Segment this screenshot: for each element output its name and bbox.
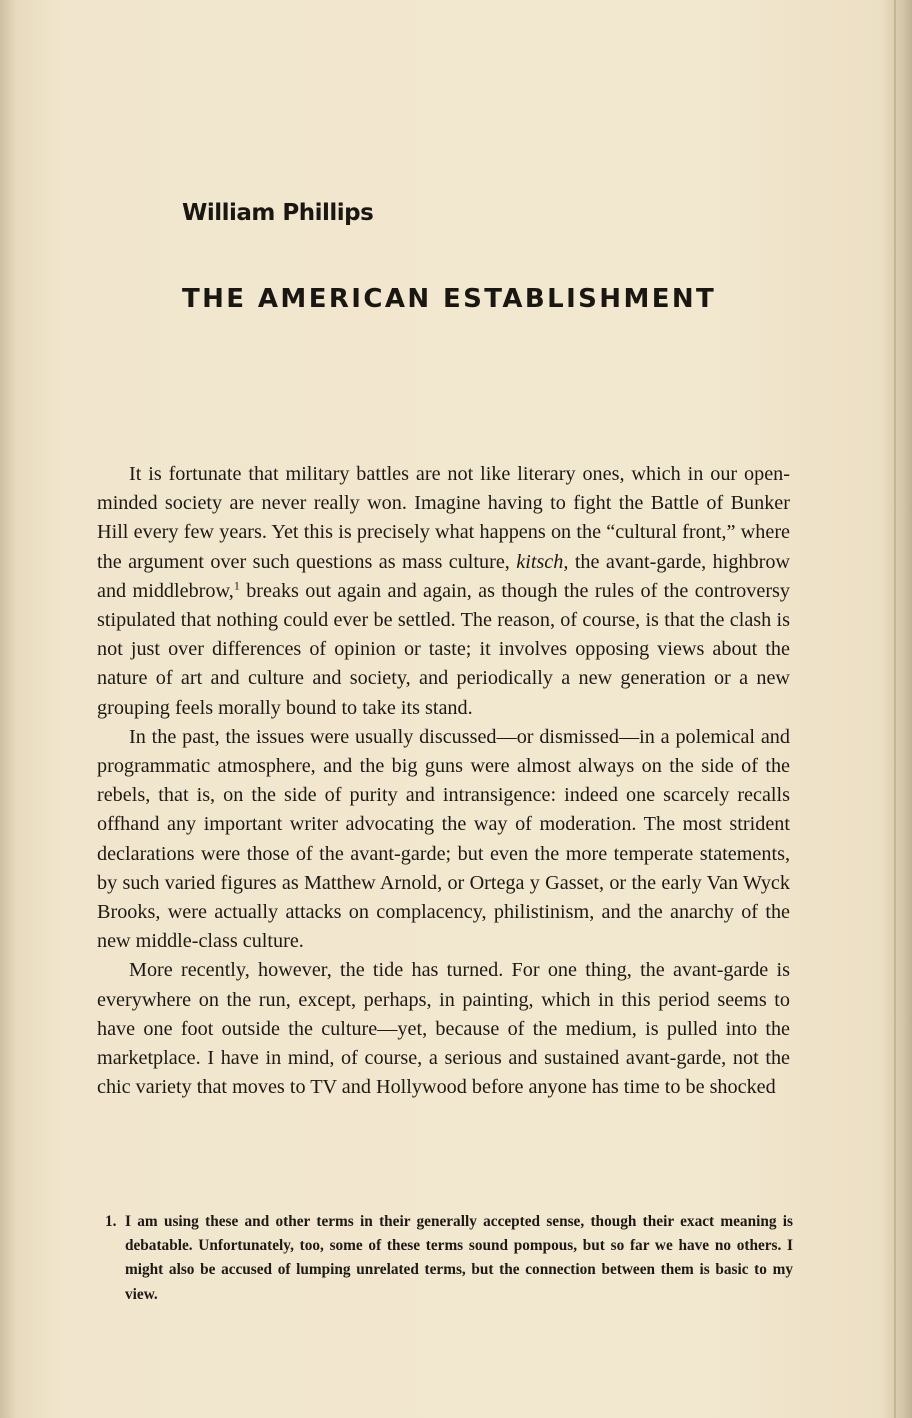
footnote-wrap [105, 1210, 793, 1307]
kitsch-italic: kitsch, [516, 550, 569, 573]
paragraph-2: In the past, the issues were usually discussed—or dismissed—in a polemical and programmatic atmosphere, and the big guns were almost always on the side of the rebels, that is, on the side of purity and intransigence: indeed one scarcely recalls offhand any important writer advocating the way of moderation. The most strident declarations were those of the avant-garde; but even the more temperate statements, by such varied figures as Matthew Arnold, or Ortega y Gasset, or the early Van Wyck Brooks, were actually attacks on complacency, philistinism, and the anarchy of the new middle-class culture. [97, 725, 790, 953]
footnote-number: 1. [105, 1213, 117, 1230]
footnote-marker: 1 [233, 578, 240, 593]
paragraph-3: More recently, however, the tide has turned. For one thing, the avant-garde is everywhere on the run, except, perhaps, in painting, which in this period seems to have one foot outside the culture—yet, because of the medium, is pulled into the marketplace. I have in mind, of course, a serious and sustained avant-garde, not the chic variety that moves to TV and Hollywood before anyone has time to be shocked [97, 959, 790, 1099]
article-title: THE AMERICAN ESTABLISHMENT [182, 284, 717, 314]
paragraph-1-text-c: breaks out again and again, as though the rules of the controversy stipulated that nothing could ever be settled. The reason, of course, is that the clash is not just over differences of opinion or taste; it involves opposing views about the nature of art and culture and society, and periodically a new generation or a new grouping feels morally bound to take its stand. [97, 579, 791, 719]
page-edge [894, 0, 896, 1418]
paragraph-1-text-b: the avant-garde, highbrow and middlebrow, [97, 550, 791, 602]
footnote-text: I am using these and other terms in their generally accepted sense, though their exact meaning is debatable. Unfortunately, too, some of these terms sound pompous, but so far we have no others. I might also be accused of lumping unrelated terms, but the connection between them is basic to my view. [125, 1213, 793, 1303]
paragraph-1 [97, 460, 790, 723]
author-name: William Phillips [182, 200, 374, 226]
article-body [97, 460, 790, 1102]
paragraph-1-text-a: It is fortunate that military battles are not like literary ones, which in our open-minded society are never really won. Imagine having to fight the Battle of Bunker Hill every few years. Yet this is precisely what happens on the “cultural front,” where the argument over such questions as mass culture, [97, 463, 790, 573]
footnote [105, 1210, 793, 1307]
